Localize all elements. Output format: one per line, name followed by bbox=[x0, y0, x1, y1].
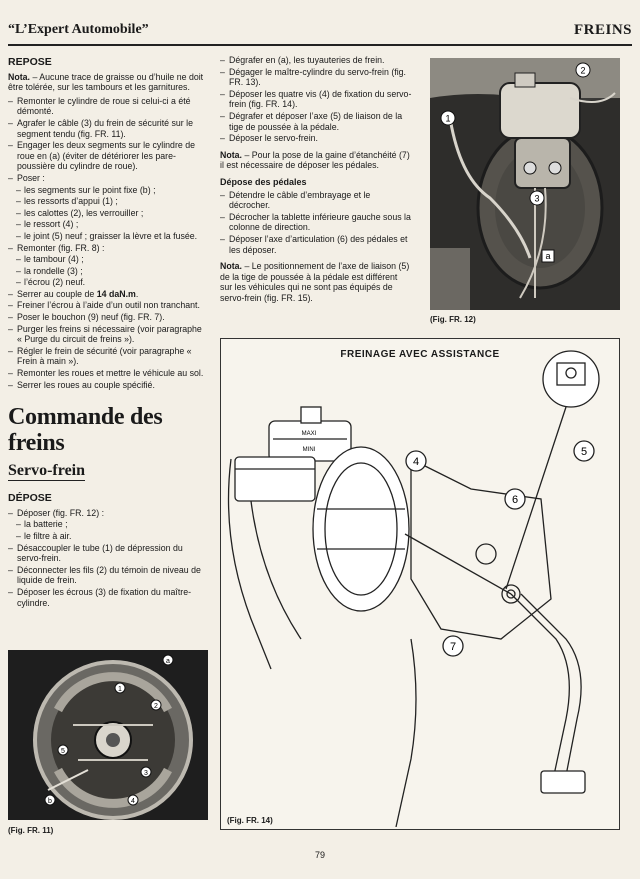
repose-note bbox=[8, 72, 208, 93]
list-subitem: – les segments sur le point fixe (b) ; bbox=[8, 185, 208, 196]
callout-label: 2 bbox=[580, 65, 586, 76]
callout-label: 4 bbox=[131, 798, 135, 805]
callout-label: a bbox=[166, 658, 170, 665]
list-subitem: – le tambour (4) ; bbox=[8, 254, 208, 265]
list-subitem: – le joint (5) neuf ; graisser la lèvre et la fusée. bbox=[8, 231, 208, 242]
subchapter-title: Servo-frein bbox=[8, 462, 86, 480]
list-item: – Désaccoupler le tube (1) de dépression du servo-frein. bbox=[8, 543, 208, 564]
callout-label: 1 bbox=[118, 686, 122, 693]
axe-note bbox=[220, 261, 412, 303]
callout-label: b bbox=[48, 798, 52, 805]
list-item: – Déposer (fig. FR. 12) : bbox=[8, 508, 208, 519]
list-subitem: – le ressort (4) ; bbox=[8, 219, 208, 230]
reservoir-max-mark: MAXI bbox=[301, 431, 317, 437]
left-column bbox=[8, 55, 208, 609]
list-subitem: – le filtre à air. bbox=[8, 531, 208, 542]
figure-caption: (Fig. FR. 11) bbox=[8, 826, 54, 835]
callout-label: 5 bbox=[61, 748, 65, 755]
list-item: – Purger les freins si nécessaire (voir paragraphe « Purge du circuit de freins »). bbox=[8, 324, 208, 345]
callout-label: 6 bbox=[511, 494, 519, 506]
middle-column bbox=[220, 55, 412, 306]
depose-heading: DÉPOSE bbox=[8, 492, 52, 505]
gaine-note bbox=[220, 150, 412, 171]
list-subitem: – les calottes (2), les verrouiller ; bbox=[8, 208, 208, 219]
list-item: – Freiner l’écrou à l’aide d’un outil non tranchant. bbox=[8, 300, 208, 311]
list-subitem: – les ressorts d’appui (1) ; bbox=[8, 196, 208, 207]
list-item: – Détendre le câble d’embrayage et le décrocher. bbox=[220, 190, 412, 211]
list-item: – Poser le bouchon (9) neuf (fig. FR. 7). bbox=[8, 312, 208, 323]
callout-label: 1 bbox=[445, 113, 451, 124]
callout-label: 5 bbox=[580, 446, 588, 458]
list-subitem: – la batterie ; bbox=[8, 519, 208, 530]
note-label: Nota. bbox=[220, 149, 242, 160]
list-item: – Engager les deux segments sur le cylindre de roue en (a) (éviter de détériorer les pare-poussière du cylindre de roue). bbox=[8, 140, 208, 172]
note-label: Nota. bbox=[8, 71, 30, 82]
note-text: – Le positionnement de l’axe de liaison (5) de la tige de poussée à la pédale est différent sur les véhicules qui ne sont pas équipés de servo-frein (fig. FR. 15). bbox=[220, 261, 410, 303]
page-header bbox=[8, 20, 632, 46]
torque-value: 14 daN.m bbox=[96, 288, 136, 299]
callout-label: 7 bbox=[449, 641, 457, 653]
callout-label: 3 bbox=[144, 770, 148, 777]
list-item: – Déconnecter les fils (2) du témoin de niveau de liquide de frein. bbox=[8, 565, 208, 586]
list-item: – Dégrafer en (a), les tuyauteries de frein. bbox=[220, 55, 412, 66]
list-item: – Dégager le maître-cylindre du servo-frein (fig. FR. 13). bbox=[220, 67, 412, 88]
figure-caption: (Fig. FR. 12) bbox=[430, 315, 476, 324]
list-item: – Déposer le servo-frein. bbox=[220, 133, 412, 144]
list-item: – Dégrafer et déposer l’axe (5) de liaison de la tige de poussée à la pédale. bbox=[220, 111, 412, 132]
callout-label: 3 bbox=[534, 193, 540, 204]
note-label: Nota. bbox=[220, 261, 242, 272]
reservoir-min-mark: MINI bbox=[302, 447, 316, 453]
pedales-heading: Dépose des pédales bbox=[220, 176, 307, 187]
callout-label: 2 bbox=[154, 703, 158, 710]
list-item: – Remonter le cylindre de roue si celui-ci a été démonté. bbox=[8, 96, 208, 117]
list-item: – Décrocher la tablette inférieure gauche sous la colonne de direction. bbox=[220, 212, 412, 233]
list-item: – Serrer les roues au couple spécifié. bbox=[8, 380, 208, 391]
list-item: – Déposer les quatre vis (4) de fixation du servo-frein (fig. FR. 14). bbox=[220, 89, 412, 110]
list-item: – Déposer l’axe d’articulation (6) des pédales et les déposer. bbox=[220, 234, 412, 255]
chapter-title: Commande des freins bbox=[8, 404, 163, 457]
section-title: FREINS bbox=[573, 22, 632, 38]
note-text: – Pour la pose de la gaine d’étanchéité (7) il est nécessaire de déposer les pédales. bbox=[220, 149, 410, 171]
repose-heading: REPOSE bbox=[8, 56, 52, 68]
list-item: – Remonter (fig. FR. 8) : bbox=[8, 243, 208, 254]
depose-steps bbox=[8, 508, 208, 608]
depose-steps-continued bbox=[220, 55, 412, 144]
list-item: – Régler le frein de sécurité (voir paragraphe « Frein à main »). bbox=[8, 346, 208, 367]
callout-label: a bbox=[545, 251, 551, 261]
list-subitem: – l’écrou (2) neuf. bbox=[8, 277, 208, 288]
figure-fr11-photo bbox=[8, 650, 208, 820]
note-text: – Aucune trace de graisse ou d’huile ne doit être tolérée, sur les tambours et les garnitures. bbox=[8, 71, 204, 93]
list-item: – Poser : bbox=[8, 173, 208, 184]
diagram-title: FREINAGE AVEC ASSISTANCE bbox=[340, 349, 500, 360]
page-number: 79 bbox=[314, 850, 325, 860]
figure-fr12-photo bbox=[430, 58, 620, 310]
figure-caption: (Fig. FR. 14) bbox=[227, 816, 273, 825]
figure-fr14-diagram bbox=[220, 338, 620, 830]
repose-steps bbox=[8, 96, 208, 390]
list-item: – Remonter les roues et mettre le véhicule au sol. bbox=[8, 368, 208, 379]
list-item: – Déposer les écrous (3) de fixation du maître-cylindre. bbox=[8, 587, 208, 608]
pedales-steps bbox=[220, 190, 412, 256]
list-item: – Agrafer le câble (3) du frein de sécurité sur le segment tendu (fig. FR. 11). bbox=[8, 118, 208, 139]
list-item: – Serrer au couple de 14 daN.m. bbox=[8, 289, 208, 300]
callout-label: 4 bbox=[412, 456, 420, 468]
publication-title: “L’Expert Automobile” bbox=[8, 22, 149, 37]
list-subitem: – la rondelle (3) ; bbox=[8, 266, 208, 277]
